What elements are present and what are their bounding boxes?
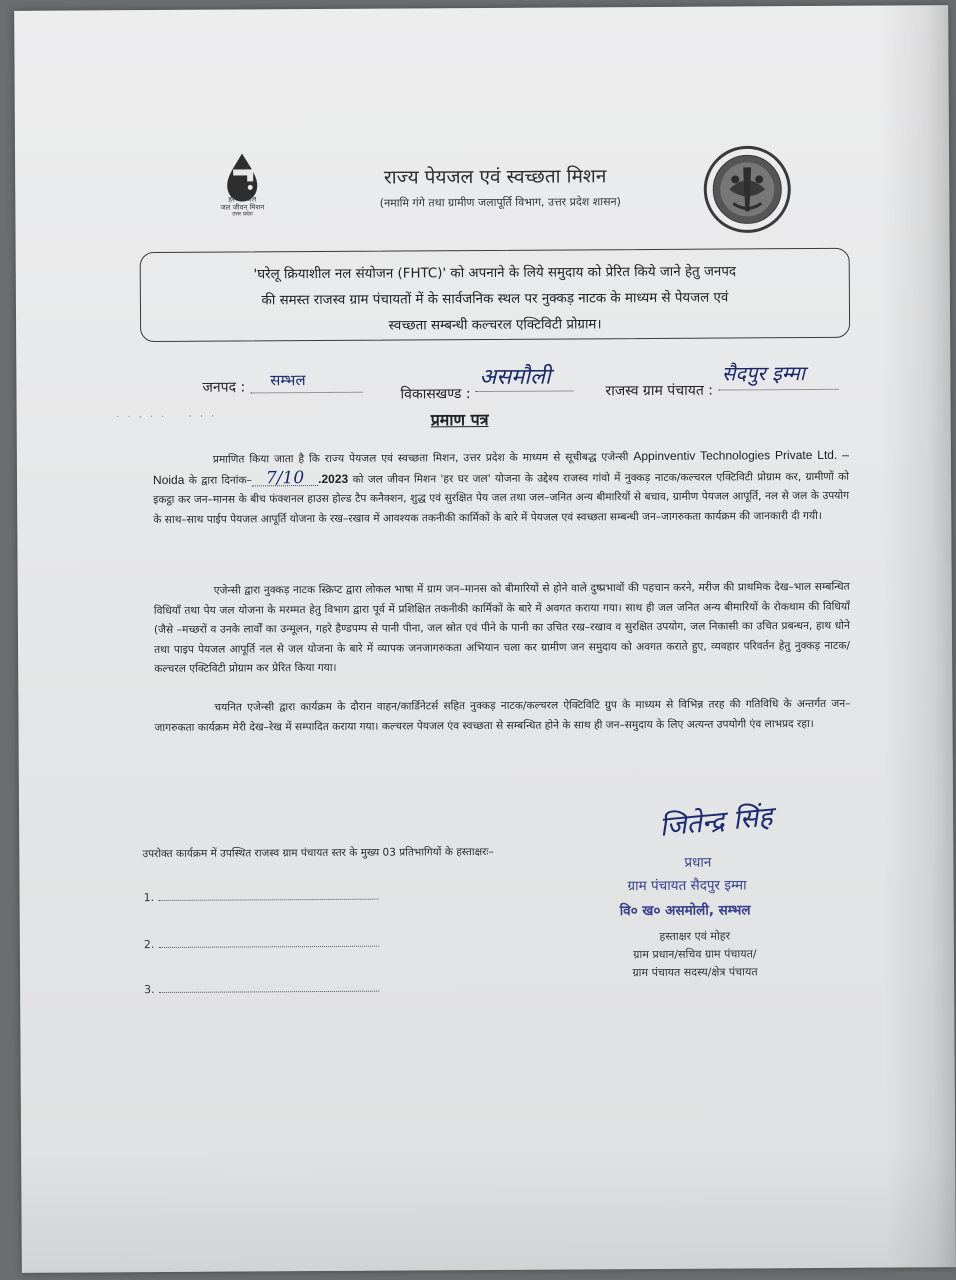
banner-line-2: की समस्त राजस्व ग्राम पंचायतों में के सार्वजनिक स्थल पर नुक्कड़ नाटक के माध्यम से पेयजल एवं xyxy=(261,290,729,309)
banner-line-1: 'घरेलू क्रियाशील नल संयोजन (FHTC)' को अपनाने के लिये समुदाय को प्रेरित किये जाने हेतु जनपद xyxy=(253,264,737,283)
participant-number-2: 2 xyxy=(143,938,151,952)
certificate-paragraph-3 xyxy=(154,695,850,738)
logo-text-1: हर घर जल xyxy=(228,195,257,204)
district-underline xyxy=(250,371,362,394)
block-field xyxy=(400,364,573,403)
panchayat-label: राजस्व ग्राम पंचायत : xyxy=(605,382,714,400)
document-paper xyxy=(14,5,956,1273)
stamp-designation: प्रधान xyxy=(684,854,712,871)
mission-title: राज्य पेयजल एवं स्वच्छता मिशन xyxy=(383,165,607,189)
participant-signature-line-2: 2. xyxy=(144,936,379,951)
certificate-paragraph-2 xyxy=(154,578,851,680)
paper-shadow-bottom xyxy=(21,1147,956,1273)
stamp-panchayat: ग्राम पंचायत सैदपुर इम्मा xyxy=(627,877,747,895)
participant-number-1: 1 xyxy=(143,891,151,905)
paper-shadow-edge xyxy=(878,5,956,1267)
para3-body: चयनित एजेन्सी द्वारा कार्यक्रम के दौरान वाहन/कार्डिनेटर्स सहित नुक्कड़ नाटक/कल्चरल ऐक्टिविटि ग्रुप के माध्यम से विभिन्न तरह की गतिविधि के अन्तर्गत जन–जागरुकता कार्यक्रम मेरी देख–रेख में सम्पादित कराया गया। कल्चरल पेयजल एंव स्वच्छता से सम्बन्धित होने के साथ ही जन–समुदाय के लिए अत्यन्त उपयोगी एंव लाभप्रद रहा। xyxy=(154,697,851,734)
para1-date-label: के द्वारा दिनांक– xyxy=(188,474,252,487)
pen-scratch-marks: · · ‐ · · · · · xyxy=(116,411,217,422)
district-field xyxy=(202,371,362,397)
certificate-title: प्रमाण पत्र xyxy=(430,409,489,430)
district-label: जनपद : xyxy=(202,379,246,396)
mission-subtitle: (नमामि गंगे तथा ग्रामीण जलापूर्ति विभाग, उत्तर प्रदेश शासन) xyxy=(379,195,621,210)
signatory-role-2: ग्राम पंचायत सदस्य/क्षेत्र पंचायत xyxy=(632,965,758,980)
para1-body: को जल जीवन मिशन 'हर घर जल' योजना के उद्देश्य राजस्व गांवो में नुक्कड़ नाटक/कल्चरल एक्टिविटी प्रोग्राम कर, ग्रामीणों को इकट्ठा कर जन–मानस के बीच फंक्शनल हाउस होल्ड टैप कनैक्शन, शुद्ध एवं सुरक्षित पेय जल तथा जल–जनित अन्य बीमारियों से बचाव, ग्रामीण पेयजल आपूर्ति, नल से जल के उपयोग के साथ–साथ पाईप पेयजल आपूर्ति योजना के रख–रखाव में आवश्यक तकनीकी कार्मिकों के बारे में पेयजल एवं स्वच्छता सम्बन्धी जन–जागरुकता कार्यक्रम की जानकारी दी गयी। xyxy=(153,470,850,526)
date-year: .2023 xyxy=(318,471,349,486)
participant-number-3: 3 xyxy=(144,983,152,997)
block-underline xyxy=(475,364,573,392)
program-banner xyxy=(140,248,851,342)
participants-note: उपरोक्त कार्यक्रम में उपस्थित राजस्व ग्राम पंचायत स्तर के मुख्य 03 प्रतिभागियों के हस्ताक्षरः– xyxy=(142,845,494,861)
banner-line-3: स्वच्छता सम्बन्धी कल्चरल एक्टिविटी प्रोग्राम। xyxy=(388,317,602,334)
signatory-role-1: ग्राम प्रधान/सचिव ग्राम पंचायत/ xyxy=(633,947,757,962)
handwritten-date: 7/10 xyxy=(252,471,318,486)
state-emblem-icon xyxy=(699,141,796,238)
district-value: सम्भल xyxy=(270,371,306,390)
panchayat-value: सैदपुर इम्मा xyxy=(721,361,806,386)
logo-text-2: जल जीवन मिशन xyxy=(220,202,265,212)
agency-name: Appinventiv Technologies Private Ltd. – Noida xyxy=(152,447,849,487)
sign-seal-label: हस्ताक्षर एवं मोहर xyxy=(659,929,731,943)
certificate-paragraph-1 xyxy=(153,446,849,531)
har-ghar-jal-logo xyxy=(207,149,277,219)
participant-signature-line-3: 3. xyxy=(144,981,379,996)
block-label: विकासखण्ड : xyxy=(400,386,471,403)
para2-body: एजेन्सी द्वारा नुक्कड़ नाटक स्क्रिप्ट द्वारा लोकल भाषा में ग्राम जन–मानस को बीमारियों से होने वाले दुष्प्रभावों की पहचान करने, मरीज की प्राथमिक देख–भाल सम्बन्धित विधियॉं तथा पेय जल योजना के मरम्मत हेतु विभाग द्वारा पूर्व में प्रशिक्षित तकनीकी कार्मिकों के बारे में अवगत कराया गया। साथ ही जल जनित अन्य बीमारियों के रोकथाम की विधियॉं (जैसे –मच्छरों व उनके लार्वों का उन्मूलन, गहरे हैण्डपम्प से पानी पीना, जल स्रोत एवं पीने के पानी का उचित रख–रखाव व सुरक्षित उपयोग, जल निकासी का उचित प्रबन्धन, हाथ धोने तथा पाइप पेयजल आपूर्ति नल से जल योजना के बारे में व्यापक जनजागरुकता अभियान चला कर ग्रामीण जन समुदाय को अवगत कराते हुए, व्यवहार परिवर्तन हेतु नुक्कड़ नाटक/कल्चरल एक्टिविटी प्रोग्राम कर प्रेरित किया गया। xyxy=(153,580,851,676)
pradhan-signature: जितेन्द्र सिंह xyxy=(658,801,774,843)
participant-signature-line-1: 1. xyxy=(144,889,379,904)
logo-text-3: उत्तर प्रदेश xyxy=(232,211,253,218)
panchayat-field xyxy=(605,361,838,400)
panchayat-underline xyxy=(718,361,838,391)
stamp-block: वि० ख० असमोली, सम्भल xyxy=(619,902,751,920)
block-value: असमौली xyxy=(479,364,551,391)
para1-intro: प्रमाणित किया जाता है कि राज्य पेयजल एवं स्वच्छता मिशन, उत्तर प्रदेश के माध्यम से सूचीबद्ध एजेन्सी xyxy=(212,451,629,466)
up-government-emblem xyxy=(699,141,796,238)
